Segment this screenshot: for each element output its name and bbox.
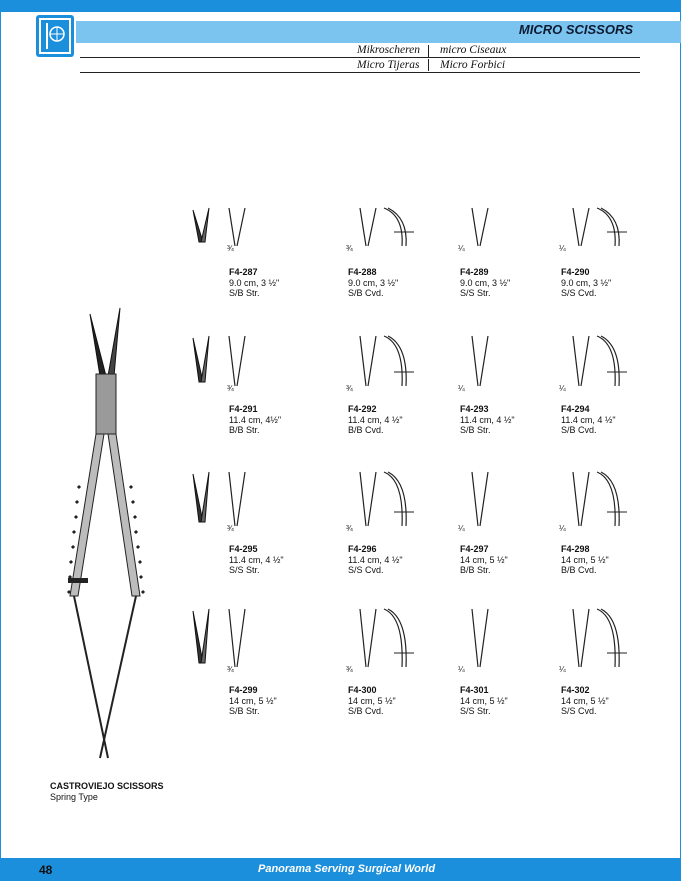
product-item: [229, 544, 284, 575]
page-number: 48: [39, 863, 53, 877]
translation-french: micro Ciseaux: [440, 44, 507, 56]
product-item: [348, 685, 396, 716]
curved-scissors-icon: [563, 470, 633, 530]
product-code: F4-297: [460, 544, 489, 554]
product-desc: S/S Str.: [460, 288, 491, 298]
scale-label: ¾: [227, 384, 234, 393]
product-desc: S/B Cvd.: [561, 425, 597, 435]
product-code: F4-292: [348, 404, 377, 414]
product-size: 14 cm, 5 ½": [561, 555, 609, 565]
scale-label: ¼: [458, 244, 465, 253]
scale-label: ¾: [227, 665, 234, 674]
product-size: 9.0 cm, 3 ½": [348, 278, 399, 288]
feature-title: CASTROVIEJO SCISSORS: [50, 781, 164, 791]
scale-label: ¼: [559, 384, 566, 393]
product-size: 9.0 cm, 3 ½": [460, 278, 511, 288]
product-item: [229, 267, 279, 298]
curved-scissors-icon: [350, 470, 420, 530]
product-code: F4-293: [460, 404, 489, 414]
straight-scissors-icon: [187, 470, 257, 530]
product-code: F4-288: [348, 267, 377, 277]
divider: [80, 57, 640, 58]
translation-german: Mikroscheren: [357, 44, 421, 56]
product-size: 14 cm, 5 ½": [460, 555, 508, 565]
product-code: F4-300: [348, 685, 377, 695]
straight-scissors-icon: [462, 607, 532, 671]
product-desc: S/B Str.: [229, 706, 260, 716]
product-size: 9.0 cm, 3 ½": [561, 278, 612, 288]
scale-label: ¼: [559, 524, 566, 533]
product-item: [460, 544, 508, 575]
product-item: [460, 685, 508, 716]
product-item: [229, 404, 281, 435]
product-item: [460, 267, 510, 298]
straight-scissors-icon: [462, 334, 532, 390]
product-desc: S/S Cvd.: [561, 288, 597, 298]
product-desc: S/B Cvd.: [348, 288, 384, 298]
straight-scissors-icon: [462, 470, 532, 530]
straight-scissors-icon: [187, 334, 257, 390]
product-code: F4-287: [229, 267, 258, 277]
product-desc: S/S Str.: [460, 706, 491, 716]
straight-scissors-icon: [187, 607, 257, 671]
straight-scissors-icon: [187, 206, 257, 250]
product-code: F4-302: [561, 685, 590, 695]
scale-label: ¾: [346, 384, 353, 393]
globe-logo-icon: [36, 15, 74, 57]
panorama-logo: [36, 15, 74, 57]
product-item: [561, 267, 611, 298]
divider: [80, 72, 640, 73]
product-desc: S/B Str.: [229, 288, 260, 298]
product-code: F4-301: [460, 685, 489, 695]
product-code: F4-296: [348, 544, 377, 554]
product-size: 9.0 cm, 3 ½": [229, 278, 280, 288]
scale-label: ¼: [458, 665, 465, 674]
product-code: F4-289: [460, 267, 489, 277]
top-bar: [0, 0, 681, 12]
product-size: 14 cm, 5 ½": [348, 696, 396, 706]
product-size: 11.4 cm, 4 ½": [348, 415, 403, 425]
product-size: 14 cm, 5 ½": [460, 696, 508, 706]
product-size: 11.4 cm, 4 ½": [561, 415, 616, 425]
product-size: 11.4 cm, 4 ½": [348, 555, 403, 565]
product-size: 11.4 cm, 4½": [229, 415, 282, 425]
translation-spanish: Micro Tijeras: [357, 59, 420, 71]
product-desc: B/B Str.: [460, 565, 491, 575]
page-title: MICRO SCISSORS: [518, 22, 633, 37]
product-desc: B/B Cvd.: [348, 425, 384, 435]
product-desc: S/S Cvd.: [348, 565, 384, 575]
divider: [428, 59, 429, 71]
scale-label: ¼: [559, 665, 566, 674]
product-item: [229, 685, 277, 716]
product-item: [348, 267, 398, 298]
scale-label: ¾: [346, 665, 353, 674]
product-item: [460, 404, 515, 435]
curved-scissors-icon: [563, 607, 633, 671]
product-code: F4-294: [561, 404, 590, 414]
product-code: F4-295: [229, 544, 258, 554]
product-size: 14 cm, 5 ½": [229, 696, 277, 706]
feature-subtitle: Spring Type: [50, 792, 98, 802]
product-size: 14 cm, 5 ½": [561, 696, 609, 706]
product-desc: B/B Str.: [229, 425, 260, 435]
divider: [428, 45, 429, 57]
product-item: [561, 404, 616, 435]
curved-scissors-icon: [563, 334, 633, 390]
curved-scissors-icon: [350, 334, 420, 390]
product-item: [348, 404, 403, 435]
product-code: F4-299: [229, 685, 258, 695]
product-size: 11.4 cm, 4 ½": [460, 415, 515, 425]
product-code: F4-290: [561, 267, 590, 277]
scale-label: ¾: [227, 524, 234, 533]
curved-scissors-icon: [350, 206, 420, 250]
product-size: 11.4 cm, 4 ½": [229, 555, 284, 565]
product-desc: B/B Cvd.: [561, 565, 597, 575]
product-code: F4-291: [229, 404, 258, 414]
product-desc: S/S Cvd.: [561, 706, 597, 716]
footer-tagline: Panorama Serving Surgical World: [258, 863, 436, 875]
scale-label: ¼: [458, 524, 465, 533]
castroviejo-scissors-illustration: [60, 306, 180, 766]
product-item: [348, 544, 403, 575]
curved-scissors-icon: [350, 607, 420, 671]
product-desc: S/B Cvd.: [348, 706, 384, 716]
product-desc: S/B Str.: [460, 425, 491, 435]
scale-label: ¾: [346, 244, 353, 253]
scale-label: ¼: [559, 244, 566, 253]
scale-label: ¾: [346, 524, 353, 533]
product-code: F4-298: [561, 544, 590, 554]
product-desc: S/S Str.: [229, 565, 260, 575]
straight-scissors-icon: [462, 206, 532, 250]
product-item: [561, 544, 609, 575]
product-item: [561, 685, 609, 716]
translation-italian: Micro Forbici: [440, 59, 506, 71]
curved-scissors-icon: [563, 206, 633, 250]
scale-label: ¾: [227, 244, 234, 253]
scale-label: ¼: [458, 384, 465, 393]
